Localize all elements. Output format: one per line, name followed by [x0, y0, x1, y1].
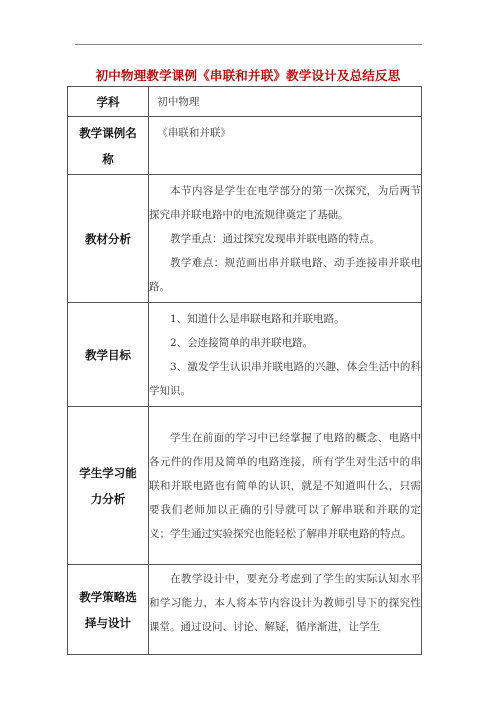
table-row: [68, 175, 422, 303]
table-row: [68, 303, 422, 407]
row-label: 学科: [68, 87, 149, 117]
row-label: 教学目标: [68, 303, 149, 407]
row-label-text: 教学策略选择与设计: [79, 589, 137, 630]
content-paragraph: 2、会连接简单的串并联电路。: [170, 336, 314, 349]
header-rule: [75, 44, 422, 45]
row-label-text: 教学课例名称: [79, 125, 137, 166]
content-paragraph: 3、激发学生认识串并联电路的兴趣，体会生活中的科学知识。: [149, 360, 421, 397]
lesson-plan-table: [67, 86, 422, 655]
content-paragraph: 1、知道什么是串联电路和并联电路。: [170, 312, 345, 325]
row-content: [149, 175, 422, 303]
document-title: 初中物理教学课例《串联和并联》教学设计及总结反思: [95, 68, 401, 83]
table-row: [68, 565, 422, 655]
content-paragraph: 教学难点：规范画出串并联电路、动手连接串并联电路。: [149, 256, 421, 293]
content-paragraph: 学生在前面的学习中已经掌握了电路的概念、电路中各元件的作用及简单的电路连接，所有学生对生活中的串联和并联电路也有简单的认识，就是不知道叫什么，只需要我们老师加以正确的引导就可以了解串联和并联的定义；学生通过实验探究也能轻松了解串并联电路的特点。: [149, 431, 421, 540]
row-content: [149, 303, 422, 407]
row-content: [149, 117, 422, 175]
table-row: [68, 117, 422, 175]
content-paragraph: 本节内容是学生在电学部分的第一次探究，为后两节探究串并联电路中的电流规律奠定了基础。: [149, 184, 421, 221]
table-row: [68, 407, 422, 565]
content-paragraph: 《串联和并联》: [157, 127, 231, 139]
row-label: [68, 117, 149, 175]
row-label: 教材分析: [68, 175, 149, 303]
content-paragraph: 在教学设计中，要充分考虑到了学生的实际认知水平和学习能力，本人将本节内容设计为教师引导下的探究性课堂。通过设问、讨论、解疑，循序渐进，让学生: [149, 573, 421, 633]
row-content: [149, 565, 422, 655]
row-label: [68, 407, 149, 565]
row-label-text: 学生学习能力分析: [79, 465, 137, 506]
row-content: [149, 87, 422, 117]
table-row: [68, 87, 422, 117]
row-label: [68, 565, 149, 655]
content-paragraph: 初中物理: [157, 95, 200, 108]
content-paragraph: 教学重点：通过探究发现串并联电路的特点。: [170, 232, 380, 245]
row-content: [149, 407, 422, 565]
